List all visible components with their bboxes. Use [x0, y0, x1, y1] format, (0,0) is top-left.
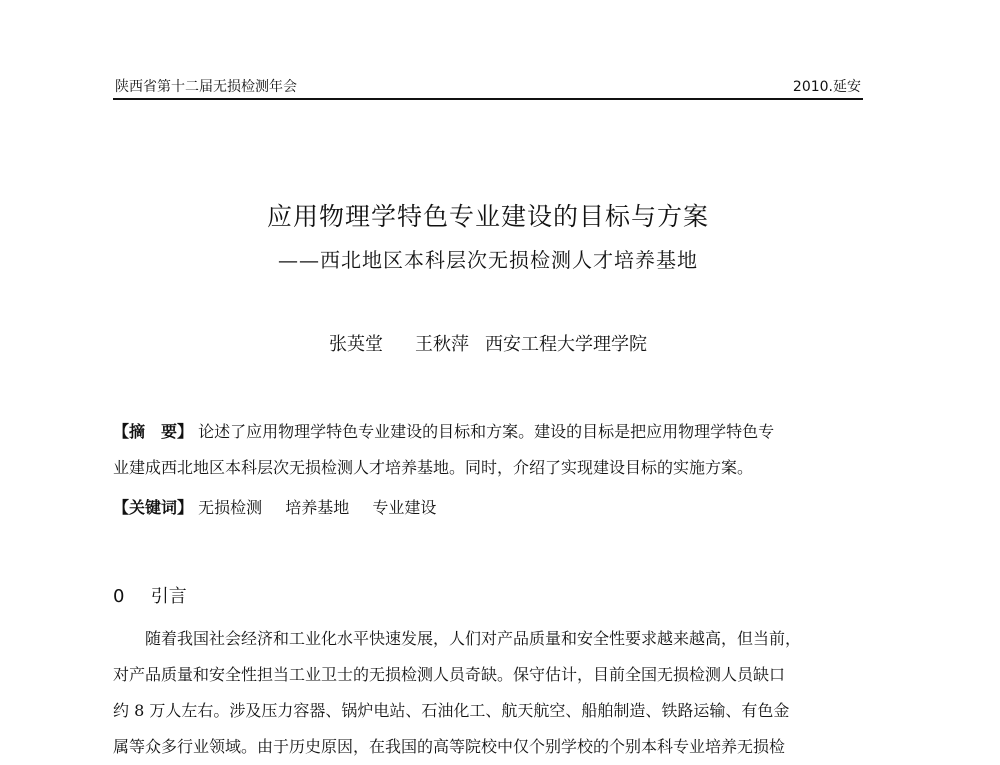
body-line: 属等众多行业领域。由于历史原因，在我国的高等院校中仅个别学校的个别本科专业培养无损检: [113, 737, 786, 756]
header-conference-name: 陕西省第十二届无损检测年会: [115, 79, 297, 95]
abstract-label: 【摘 要】: [113, 422, 194, 441]
abstract: [113, 414, 865, 486]
keyword: 专业建设: [372, 498, 437, 517]
keywords-label: 【关键词】: [113, 498, 194, 517]
keyword: 培养基地: [285, 498, 350, 517]
header-year-location: 2010.延安: [792, 79, 861, 95]
body-line: 对产品质量和安全性担当工业卫士的无损检测人员奇缺。保守估计，目前全国无损检测人员缺口: [113, 665, 786, 684]
author-line: [0, 330, 976, 356]
paper-title: 应用物理学特色专业建设的目标与方案: [266, 202, 709, 231]
author-name: 张英堂: [329, 334, 383, 355]
body-line: 随着我国社会经济和工业化水平快速发展，人们对产品质量和安全性要求越来越高，但当前，: [145, 629, 802, 648]
abstract-text: 论述了应用物理学特色专业建设的目标和方案。建设的目标是把应用物理学特色专: [198, 422, 775, 441]
abstract-text: 业建成西北地区本科层次无损检测人才培养基地。同时，介绍了实现建设目标的实施方案。: [113, 458, 754, 477]
author-affiliation: 西安工程大学理学院: [485, 334, 647, 355]
section-title: 引言: [150, 586, 187, 607]
abstract-line: [113, 450, 865, 486]
section-heading: [113, 582, 187, 608]
body-paragraph: [113, 621, 865, 765]
author-name: 王秋萍: [415, 334, 469, 355]
section-number: 0: [113, 586, 125, 607]
keyword: 无损检测: [198, 498, 263, 517]
body-line: 约 8 万人左右。涉及压力容器、锅炉电站、石油化工、航天航空、船舶制造、铁路运输、有色金: [113, 701, 790, 720]
running-header: [113, 74, 863, 100]
abstract-line: [113, 414, 865, 450]
paper-subtitle: ——西北地区本科层次无损检测人才培养基地: [278, 248, 698, 272]
keywords: [113, 495, 454, 518]
